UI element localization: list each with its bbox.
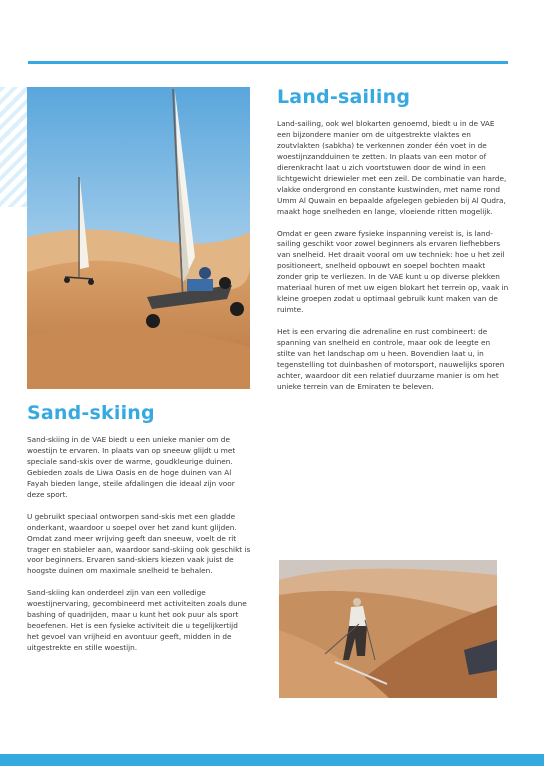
sand-skiing-paragraph: Sand-skiing in de VAE biedt u een unieke manier om de woestijn te ervaren. In plaats van op sneeuw glijdt u met speciale sand-skis over de warme, goudkleurige duinen. Gebieden zoals de Liwa Oasis en de hoge duinen van Al Fayah bieden lange, steile afdalingen die ideaal zijn voor deze sport. (27, 435, 236, 499)
land-sailing-heading: Land-sailing (277, 86, 411, 108)
land-sailing-paragraph: Land-sailing, ook wel blokarten genoemd, biedt u in de VAE een bijzondere manier om de uitgestrekte vlaktes en zoutvlakten (sabkha) te verkennen zonder één voet in de woestijnzandduinen te zetten. In plaats van een motor of dierenkracht laat u zich voortstuwen door de wind in een lichtgewicht driewieler met een zeil. De combinatie van harde, vlakke ondergrond en constante kustwinden, met name rond Umm Al Quwain en bepaalde afgelegen gebieden bij Al Qudra, maakt hoge snelheden en lange, vloeiende ritten mogelijk. (277, 119, 507, 216)
bottom-accent-band (0, 754, 544, 766)
sand-skiing-photo (279, 560, 497, 698)
land-sailing-paragraph: Het is een ervaring die adrenaline en rust combineert: de spanning van snelheid en controle, maar ook de leegte en stilte van het landschap om u heen. Bovendien laat u, in tegenstelling tot duinbashen of motorsport, nauwelijks sporen achter, waardoor dit een relatief duurzame manier is om het unieke terrein van de Emiraten te beleven. (277, 327, 505, 391)
sand-skiing-body (27, 435, 251, 654)
top-divider-line (28, 61, 508, 64)
land-sailing-paragraph: Omdat er geen zware fysieke inspanning vereist is, is land-sailing geschikt voor zowel beginners als ervaren liefhebbers van snelheid. Het draait vooral om uw techniek: hoe u het zeil positioneert, snelheid opbouwt en soepel bochten maakt zonder grip te verliezen. In de VAE kunt u op diverse plekken materiaal huren of met uw eigen blokart het terrein op, vaak in kleine groepen zodat u optimaal gebruik kunt maken van de ruimte. (277, 228, 509, 315)
sand-skiing-paragraph: Sand-skiing kan onderdeel zijn van een volledige woestijnervaring, gecombineerd met activiteiten zoals dune bashing of quadrijden, maar u kunt het ook puur als sport beoefenen. Het is een fysieke activiteit die u tegelijkertijd het gevoel van vrijheid en avontuur geeft, midden in de uitgestrekte en stille woestijn. (27, 588, 247, 653)
sand-skiing-heading: Sand-skiing (27, 402, 155, 424)
land-sailing-photo (27, 87, 250, 389)
land-sailing-body (277, 119, 509, 393)
sand-skiing-paragraph: U gebruikt speciaal ontworpen sand-skis met een gladde onderkant, waardoor u soepel over het zand kunt glijden. Omdat zand meer wrijving geeft dan sneeuw, voelt de rit trager en stabieler aan, waardoor sand-skiing ook geschikt is voor beginners. Ervaren sand-skiers kiezen vaak juist de hoogste duinen om maximale snelheid te behalen. (27, 511, 251, 576)
